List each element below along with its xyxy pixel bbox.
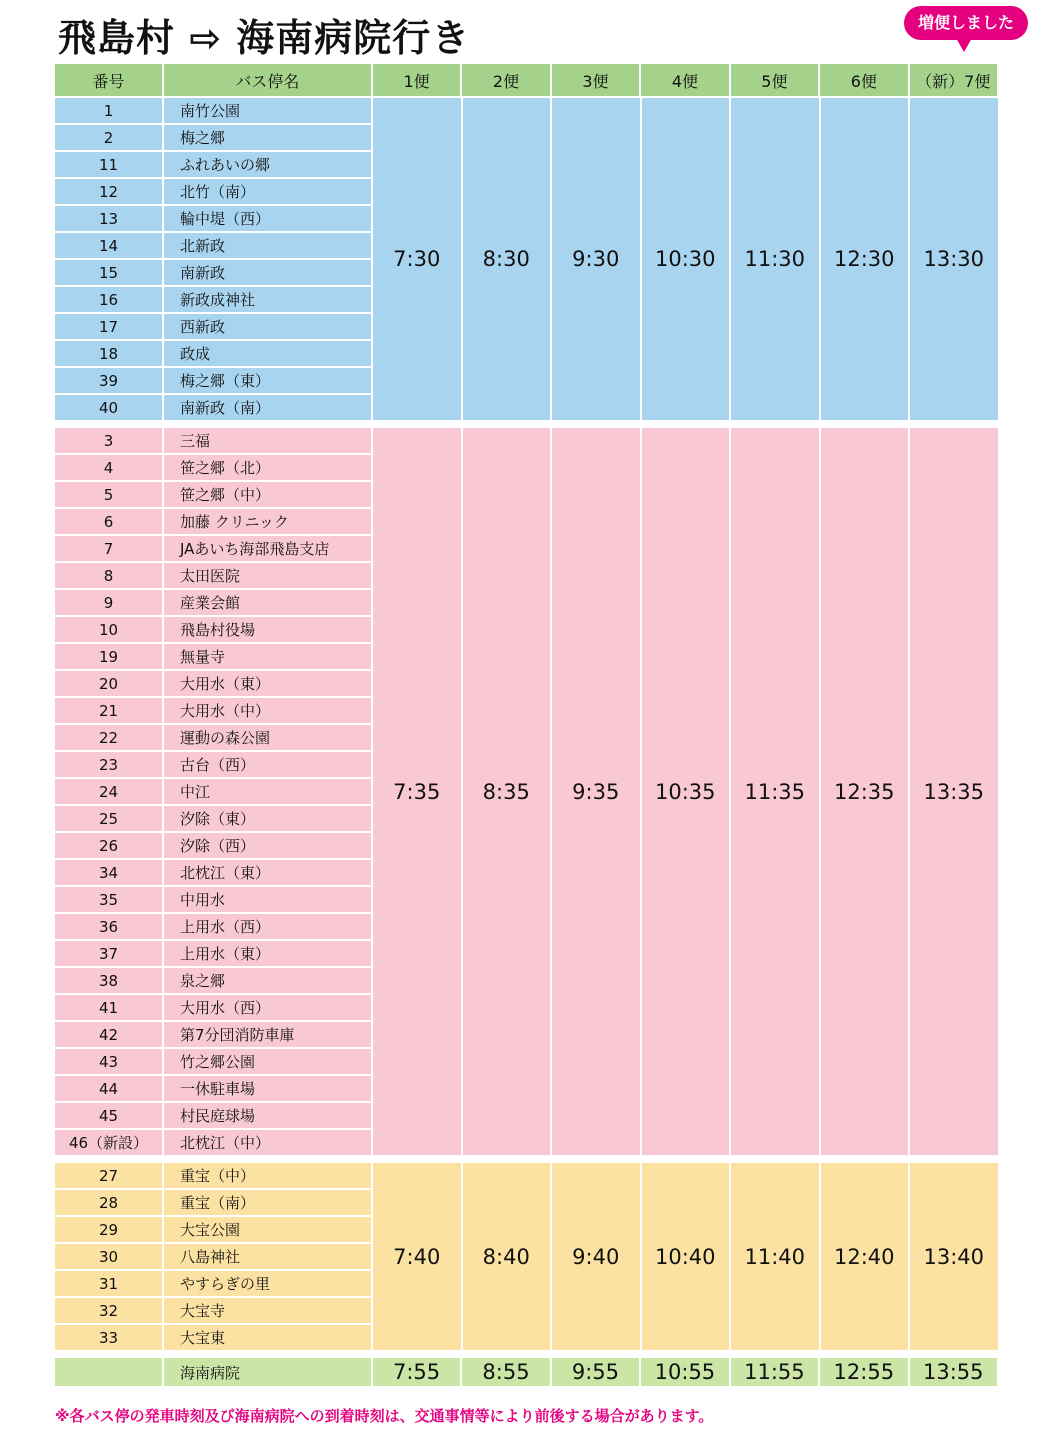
table-row (55, 860, 373, 887)
stop-name: 村民庭球場 (164, 1103, 373, 1130)
stop-number: 45 (55, 1103, 164, 1130)
stop-number: 17 (55, 314, 164, 341)
stop-name: 飛島村役場 (164, 617, 373, 644)
stop-name: 大用水（西） (164, 995, 373, 1022)
table-row (55, 752, 373, 779)
stop-number: 2 (55, 125, 164, 152)
table-row (55, 368, 373, 395)
stop-name: 無量寺 (164, 644, 373, 671)
stop-name: 三福 (164, 428, 373, 455)
departure-time: 9:30 (552, 98, 642, 422)
table-row (55, 779, 373, 806)
arrival-time-3: 9:55 (552, 1358, 641, 1388)
stop-name: やすらぎの里 (164, 1271, 373, 1298)
departure-time: 7:40 (373, 1163, 463, 1352)
stop-number: 8 (55, 563, 164, 590)
table-row (55, 563, 373, 590)
stop-name: 産業会館 (164, 590, 373, 617)
header-trip-4: 4便 (641, 64, 730, 98)
stop-name: 北竹（南） (164, 179, 373, 206)
table-row (55, 1163, 373, 1190)
table-row (55, 509, 373, 536)
stop-name: 汐除（東） (164, 806, 373, 833)
departure-time: 11:40 (731, 1163, 821, 1352)
table-row (55, 833, 373, 860)
stop-number: 22 (55, 725, 164, 752)
stop-number: 35 (55, 887, 164, 914)
stop-number: 44 (55, 1076, 164, 1103)
departure-time: 11:30 (731, 98, 821, 422)
table-row (55, 1217, 373, 1244)
stop-name: JAあいち海部飛島支店 (164, 536, 373, 563)
table-row (55, 260, 373, 287)
stop-name: 大宝寺 (164, 1298, 373, 1325)
header-trip-1: 1便 (373, 64, 462, 98)
stop-name: 太田医院 (164, 563, 373, 590)
stop-number: 29 (55, 1217, 164, 1244)
stop-number: 23 (55, 752, 164, 779)
table-header-row (55, 64, 999, 98)
table-row (55, 1130, 373, 1157)
stop-number: 6 (55, 509, 164, 536)
badge-pointer (956, 38, 972, 52)
table-row (55, 1190, 373, 1217)
stop-name: 大用水（東） (164, 671, 373, 698)
table-row (55, 995, 373, 1022)
arrival-time-5: 11:55 (731, 1358, 820, 1388)
departure-time: 8:40 (463, 1163, 553, 1352)
stop-name: 泉之郷 (164, 968, 373, 995)
stop-number: 20 (55, 671, 164, 698)
stop-number: 16 (55, 287, 164, 314)
stop-number: 34 (55, 860, 164, 887)
stop-number: 12 (55, 179, 164, 206)
table-row (55, 644, 373, 671)
table-row (55, 233, 373, 260)
table-row (55, 617, 373, 644)
stop-name: 大用水（中） (164, 698, 373, 725)
table-row (55, 806, 373, 833)
arrival-time-1: 7:55 (373, 1358, 462, 1388)
stop-number: 21 (55, 698, 164, 725)
stop-group (55, 1163, 999, 1352)
stop-name: 大宝公園 (164, 1217, 373, 1244)
stop-number: 14 (55, 233, 164, 260)
departure-time: 9:35 (552, 428, 642, 1157)
table-row (55, 1076, 373, 1103)
departure-time: 10:40 (642, 1163, 732, 1352)
stop-name: 中用水 (164, 887, 373, 914)
table-row (55, 287, 373, 314)
table-row (55, 1022, 373, 1049)
stop-number: 13 (55, 206, 164, 233)
table-row (55, 671, 373, 698)
header-trip-2: 2便 (462, 64, 551, 98)
stop-groups (55, 98, 999, 1352)
stop-number: 32 (55, 1298, 164, 1325)
stop-number: 1 (55, 98, 164, 125)
stop-name: 北新政 (164, 233, 373, 260)
stop-name: 古台（西） (164, 752, 373, 779)
table-row (55, 395, 373, 422)
stop-number: 18 (55, 341, 164, 368)
stop-number: 46（新設） (55, 1130, 164, 1157)
departure-time: 12:30 (821, 98, 911, 422)
departure-time: 13:35 (910, 428, 1000, 1157)
table-row (55, 341, 373, 368)
stop-name: 一休駐車場 (164, 1076, 373, 1103)
stop-number: 5 (55, 482, 164, 509)
table-row (55, 482, 373, 509)
table-row (55, 455, 373, 482)
departure-time: 8:35 (463, 428, 553, 1157)
stop-name: 笹之郷（中） (164, 482, 373, 509)
stop-number: 4 (55, 455, 164, 482)
stop-number: 28 (55, 1190, 164, 1217)
stop-number: 3 (55, 428, 164, 455)
table-row (55, 179, 373, 206)
header-trip-6: 6便 (820, 64, 909, 98)
table-row (55, 941, 373, 968)
stop-name: 重宝（南） (164, 1190, 373, 1217)
stop-name: 運動の森公園 (164, 725, 373, 752)
stop-name: 八島神社 (164, 1244, 373, 1271)
stop-number: 40 (55, 395, 164, 422)
arrival-number (55, 1358, 164, 1388)
table-row (55, 698, 373, 725)
departure-time: 13:40 (910, 1163, 1000, 1352)
table-row (55, 725, 373, 752)
stop-number: 37 (55, 941, 164, 968)
header-stop: バス停名 (164, 64, 373, 98)
table-row (55, 887, 373, 914)
stop-number: 33 (55, 1325, 164, 1352)
departure-time: 7:35 (373, 428, 463, 1157)
arrival-row (55, 1358, 999, 1388)
table-row (55, 98, 373, 125)
header-trip-7: （新）7便 (910, 64, 999, 98)
table-row (55, 1103, 373, 1130)
stop-number: 41 (55, 995, 164, 1022)
stop-number: 11 (55, 152, 164, 179)
stop-name: 南竹公園 (164, 98, 373, 125)
stop-number: 24 (55, 779, 164, 806)
stop-name: 北枕江（中） (164, 1130, 373, 1157)
stop-number: 15 (55, 260, 164, 287)
table-row (55, 1049, 373, 1076)
table-row (55, 590, 373, 617)
table-row (55, 914, 373, 941)
departure-time: 9:40 (552, 1163, 642, 1352)
timetable (55, 64, 999, 1388)
table-row (55, 206, 373, 233)
stop-name: 汐除（西） (164, 833, 373, 860)
stop-name: 南新政 (164, 260, 373, 287)
departure-time: 13:30 (910, 98, 1000, 422)
departure-time: 8:30 (463, 98, 553, 422)
departure-time: 12:35 (821, 428, 911, 1157)
footnote: ※各バス停の発車時刻及び海南病院への到着時刻は、交通事情等により前後する場合があります。 (55, 1407, 714, 1425)
stop-number: 36 (55, 914, 164, 941)
stop-name: 梅之郷（東） (164, 368, 373, 395)
stop-number: 10 (55, 617, 164, 644)
arrival-time-2: 8:55 (462, 1358, 551, 1388)
stop-name: 西新政 (164, 314, 373, 341)
stop-number: 43 (55, 1049, 164, 1076)
table-row (55, 125, 373, 152)
stop-name: 笹之郷（北） (164, 455, 373, 482)
stop-name: 梅之郷 (164, 125, 373, 152)
table-row (55, 1244, 373, 1271)
arrival-time-4: 10:55 (641, 1358, 730, 1388)
stop-number: 42 (55, 1022, 164, 1049)
new-trip-badge: 増便しました (904, 6, 1028, 40)
stop-number: 30 (55, 1244, 164, 1271)
stop-name: 加藤 クリニック (164, 509, 373, 536)
header-trip-5: 5便 (731, 64, 820, 98)
departure-time: 10:30 (642, 98, 732, 422)
stop-group (55, 428, 999, 1157)
stop-name: 南新政（南） (164, 395, 373, 422)
stop-name: 輪中堤（西） (164, 206, 373, 233)
stop-group (55, 98, 999, 422)
stop-number: 25 (55, 806, 164, 833)
stop-name: 北枕江（東） (164, 860, 373, 887)
table-row (55, 152, 373, 179)
stop-number: 7 (55, 536, 164, 563)
stop-number: 27 (55, 1163, 164, 1190)
stop-number: 19 (55, 644, 164, 671)
stop-number: 26 (55, 833, 164, 860)
stop-name: 上用水（西） (164, 914, 373, 941)
departure-time: 12:40 (821, 1163, 911, 1352)
stop-number: 39 (55, 368, 164, 395)
stop-name: 政成 (164, 341, 373, 368)
stop-number: 9 (55, 590, 164, 617)
table-row (55, 1325, 373, 1352)
stop-name: 上用水（東） (164, 941, 373, 968)
arrival-time-7: 13:55 (910, 1358, 999, 1388)
arrival-stop: 海南病院 (164, 1358, 373, 1388)
table-row (55, 536, 373, 563)
page-title: 飛島村 ⇨ 海南病院行き (58, 16, 471, 60)
stop-name: 大宝東 (164, 1325, 373, 1352)
table-row (55, 428, 373, 455)
stop-number: 38 (55, 968, 164, 995)
departure-time: 11:35 (731, 428, 821, 1157)
stop-name: 重宝（中） (164, 1163, 373, 1190)
table-row (55, 1298, 373, 1325)
header-trip-3: 3便 (552, 64, 641, 98)
header-number: 番号 (55, 64, 164, 98)
table-row (55, 968, 373, 995)
table-row (55, 314, 373, 341)
departure-time: 10:35 (642, 428, 732, 1157)
arrival-time-6: 12:55 (820, 1358, 909, 1388)
table-row (55, 1271, 373, 1298)
stop-number: 31 (55, 1271, 164, 1298)
stop-name: 新政成神社 (164, 287, 373, 314)
stop-name: 第7分団消防車庫 (164, 1022, 373, 1049)
stop-name: 中江 (164, 779, 373, 806)
departure-time: 7:30 (373, 98, 463, 422)
stop-name: 竹之郷公園 (164, 1049, 373, 1076)
stop-name: ふれあいの郷 (164, 152, 373, 179)
